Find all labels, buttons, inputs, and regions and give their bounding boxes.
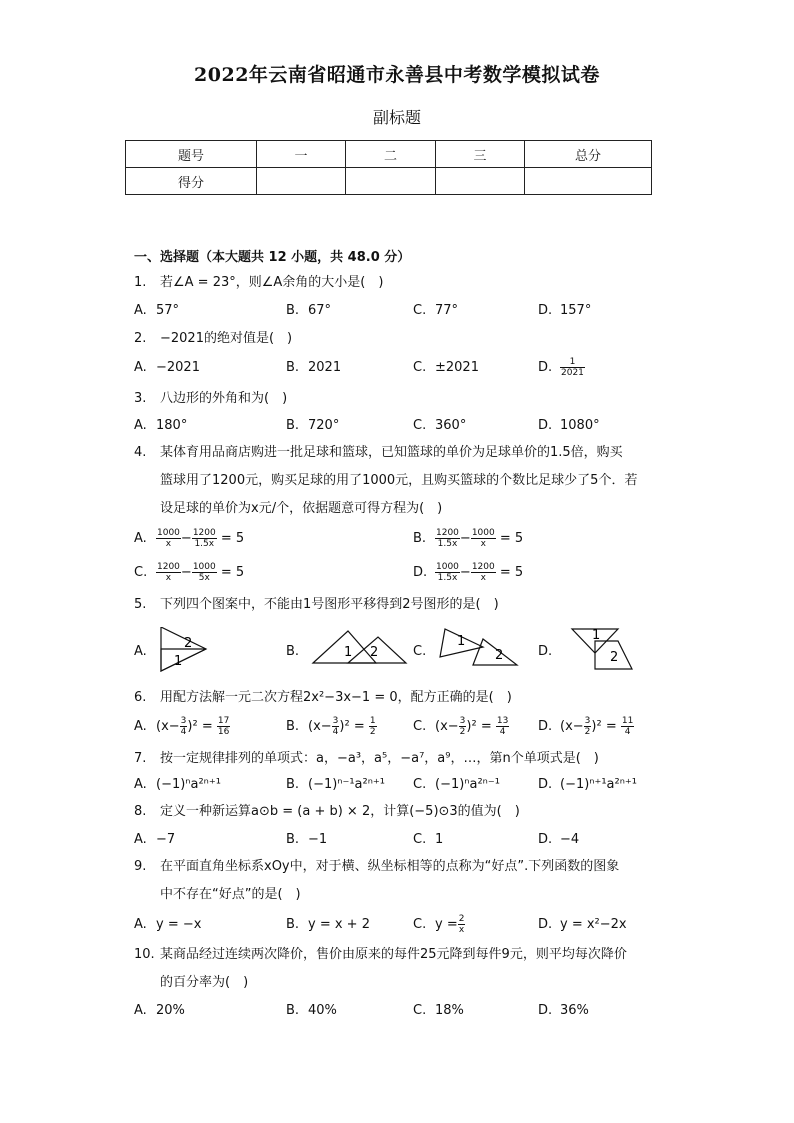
score-header-cell: 总分	[525, 141, 652, 168]
triangle-number: 2	[370, 645, 379, 660]
option-label: A.	[134, 1003, 147, 1018]
section-heading: 一、选择题（本大题共 12 小题，共 48.0 分）	[134, 250, 411, 265]
option-choice[interactable]	[413, 627, 535, 676]
option-label: C.	[413, 917, 427, 932]
fraction	[621, 716, 634, 737]
fraction-denominator: 4	[332, 727, 339, 737]
fraction	[471, 562, 496, 583]
question-number: 1.	[134, 275, 147, 290]
fraction-numerator: 3	[332, 716, 339, 726]
option-choice[interactable]	[286, 627, 408, 676]
question-text-line: 中不存在“好点”的是( )	[160, 887, 301, 902]
option-choice[interactable]	[134, 771, 221, 799]
question-number: 3.	[134, 391, 147, 406]
option-text: 360°	[435, 418, 467, 433]
option-text: 67°	[308, 303, 332, 318]
options-row	[134, 412, 664, 440]
score-input-cell[interactable]	[257, 168, 346, 195]
option-label: A.	[134, 777, 147, 792]
option-text: 20%	[156, 1003, 185, 1018]
option-label: B.	[286, 643, 300, 659]
option-label: D.	[413, 565, 428, 580]
option-text: (−1)ⁿ⁻¹a²ⁿ⁺¹	[308, 777, 385, 792]
option-label: A.	[134, 303, 147, 318]
option-choice[interactable]	[286, 997, 337, 1025]
option-prefix: (x−	[308, 719, 332, 734]
option-choice[interactable]	[134, 713, 230, 741]
fraction-numerator: 3	[180, 716, 187, 726]
option-label: D.	[538, 917, 553, 932]
fraction-numerator: 17	[217, 716, 230, 726]
option-text: 40%	[308, 1003, 337, 1018]
fraction-numerator: 1	[369, 716, 376, 726]
option-choice[interactable]	[413, 354, 479, 382]
fraction	[156, 528, 181, 549]
fraction	[192, 528, 217, 549]
option-label: D.	[538, 303, 553, 318]
option-choice[interactable]	[538, 826, 579, 854]
triangle-figure	[560, 627, 660, 675]
option-label: A.	[134, 719, 147, 734]
option-choice[interactable]	[134, 627, 256, 676]
option-label: A.	[134, 832, 147, 847]
option-suffix: )² =	[466, 719, 496, 734]
option-label: A.	[134, 360, 147, 375]
question-text: 八边形的外角和为( )	[160, 391, 288, 406]
option-text: 157°	[560, 303, 592, 318]
fraction	[435, 562, 460, 583]
question-number: 8.	[134, 804, 147, 819]
option-choice[interactable]	[538, 713, 634, 741]
question-stem	[134, 798, 664, 826]
option-label: B.	[286, 418, 300, 433]
option-choice[interactable]	[134, 559, 244, 587]
question-stem	[134, 745, 664, 773]
minus-sign: −	[459, 531, 471, 546]
fraction-denominator: 1.5x	[194, 539, 215, 549]
option-label: A.	[134, 531, 147, 546]
option-text: (−1)ⁿa²ⁿ⁻¹	[435, 777, 500, 792]
option-label: B.	[413, 531, 427, 546]
minus-sign: −	[180, 565, 192, 580]
option-label: A.	[134, 418, 147, 433]
fraction-denominator: 4	[499, 727, 506, 737]
option-choice[interactable]	[286, 911, 370, 939]
option-prefix: (x−	[156, 719, 180, 734]
triangle-number: 2	[184, 636, 193, 651]
option-text: 18%	[435, 1003, 464, 1018]
option-rhs: = 5	[495, 531, 524, 546]
option-label: B.	[286, 777, 300, 792]
fraction-denominator: 5x	[198, 573, 210, 583]
option-text: −2021	[156, 360, 200, 375]
triangle-number: 1	[174, 654, 183, 669]
question-number: 5.	[134, 597, 147, 612]
minus-sign: −	[180, 531, 192, 546]
question-text-line: 某商品经过连续两次降价，售价由原来的每件25元降到每件9元，则平均每次降价	[160, 947, 627, 962]
option-choice[interactable]	[413, 713, 509, 741]
minus-sign: −	[459, 565, 471, 580]
fraction-denominator: x	[480, 573, 486, 583]
option-choice[interactable]	[134, 412, 187, 440]
option-choice[interactable]	[134, 911, 201, 939]
fraction	[496, 716, 509, 737]
fraction	[471, 528, 496, 549]
option-label: C.	[134, 565, 148, 580]
fraction	[369, 716, 377, 737]
question-text: 用配方法解一元二次方程2x²−3x−1 = 0，配方正确的是( )	[160, 690, 512, 705]
question-stem	[134, 684, 664, 712]
option-text: 2021	[308, 360, 342, 375]
triangle-shape	[161, 649, 206, 671]
option-choice[interactable]	[413, 911, 465, 939]
triangle-number: 2	[495, 648, 504, 663]
options-row	[134, 525, 664, 553]
fraction-denominator: 16	[217, 727, 230, 737]
fraction-numerator: 3	[584, 716, 591, 726]
fraction-numerator: 1200	[436, 528, 459, 538]
option-label: D.	[538, 1003, 553, 1018]
triangle-number: 1	[344, 645, 353, 660]
fraction-denominator: 1.5x	[437, 573, 458, 583]
score-input-cell[interactable]	[525, 168, 652, 195]
option-text: y = x + 2	[308, 917, 370, 932]
question-text: 按一定规律排列的单项式：a，−a³，a⁵，−a⁷，a⁹，…，第n个单项式是( )	[160, 751, 599, 766]
fraction-denominator: 2	[584, 727, 591, 737]
option-choice[interactable]	[538, 627, 660, 676]
option-suffix: )² =	[591, 719, 621, 734]
question-stem	[134, 325, 664, 353]
option-label: C.	[413, 1003, 427, 1018]
option-label: C.	[413, 832, 427, 847]
fraction-denominator: x	[458, 925, 465, 935]
fraction-numerator: 1000	[436, 562, 459, 572]
option-label: D.	[538, 360, 553, 375]
option-label: D.	[538, 643, 553, 659]
question-number: 4.	[134, 445, 147, 460]
option-label: C.	[413, 418, 427, 433]
fraction	[458, 914, 466, 935]
fraction	[435, 528, 460, 549]
options-row	[134, 559, 664, 587]
option-text: (−1)ⁿ⁺¹a²ⁿ⁺¹	[560, 777, 637, 792]
fraction-numerator: 2	[458, 914, 465, 924]
option-label: A.	[134, 643, 147, 659]
options-row	[134, 627, 664, 675]
option-label: C.	[413, 777, 427, 792]
question-text: 定义一种新运算a⊙b = (a + b) × 2，计算(−5)⊙3的值为( )	[160, 804, 520, 819]
question-stem	[134, 853, 664, 902]
option-suffix: )² =	[187, 719, 217, 734]
triangle-number: 1	[592, 628, 601, 643]
option-choice[interactable]	[538, 354, 585, 382]
option-choice[interactable]	[413, 297, 458, 325]
option-choice[interactable]	[413, 771, 500, 799]
question-stem	[134, 591, 664, 619]
option-choice[interactable]	[134, 297, 179, 325]
score-table	[125, 140, 652, 195]
score-table-header-row	[126, 141, 652, 168]
fraction-denominator: 2	[369, 727, 376, 737]
question-text	[160, 439, 664, 523]
question-text: 下列四个图案中，不能由1号图形平移得到2号图形的是( )	[160, 597, 499, 612]
option-text: 180°	[156, 418, 188, 433]
score-header-cell: 三	[436, 141, 525, 168]
option-choice[interactable]	[286, 412, 339, 440]
score-header-cell: 二	[346, 141, 436, 168]
option-label: C.	[413, 360, 427, 375]
option-label: C.	[413, 719, 427, 734]
option-rhs: = 5	[216, 565, 245, 580]
fraction-numerator: 1200	[157, 562, 180, 572]
score-input-cell[interactable]	[436, 168, 525, 195]
option-choice[interactable]	[538, 997, 589, 1025]
question-stem	[134, 439, 664, 516]
question-text	[160, 853, 664, 909]
option-rhs: = 5	[216, 531, 245, 546]
fraction-denominator: 2021	[561, 368, 584, 378]
option-label: C.	[413, 303, 427, 318]
question-number: 6.	[134, 690, 147, 705]
question-number: 10.	[134, 947, 155, 962]
option-text: y = −x	[156, 917, 202, 932]
option-label: C.	[413, 643, 427, 659]
options-row	[134, 826, 664, 854]
option-choice[interactable]	[538, 771, 637, 799]
score-row-label: 得分	[126, 168, 257, 195]
question-number: 2.	[134, 331, 147, 346]
question-stem	[134, 941, 664, 990]
option-label: B.	[286, 360, 300, 375]
fraction-numerator: 1000	[192, 562, 216, 572]
option-choice[interactable]	[134, 826, 175, 854]
option-label: B.	[286, 1003, 300, 1018]
option-choice[interactable]	[286, 354, 341, 382]
option-choice[interactable]	[286, 771, 385, 799]
fraction	[192, 562, 217, 583]
option-choice[interactable]	[134, 997, 185, 1025]
fraction-numerator: 1000	[471, 528, 495, 538]
fraction-denominator: x	[165, 573, 172, 583]
fraction	[560, 357, 585, 378]
option-text: −7	[156, 832, 176, 847]
option-choice[interactable]	[286, 713, 377, 741]
option-label: D.	[538, 777, 553, 792]
option-choice[interactable]	[538, 297, 591, 325]
fraction-numerator: 13	[496, 716, 509, 726]
option-choice[interactable]	[413, 525, 523, 553]
triangle-figure	[156, 627, 256, 675]
options-row	[134, 354, 664, 382]
option-choice[interactable]	[413, 997, 464, 1025]
option-label: B.	[286, 303, 300, 318]
options-row	[134, 297, 664, 325]
exam-title: 2022年云南省昭通市永善县中考数学模拟试卷	[194, 64, 600, 86]
option-text: 77°	[435, 303, 459, 318]
fraction-numerator: 1200	[192, 528, 216, 538]
fraction-denominator: 2	[459, 727, 466, 737]
option-text: 720°	[308, 418, 340, 433]
option-choice[interactable]	[413, 826, 443, 854]
score-table-score-row	[126, 168, 652, 195]
option-choice[interactable]	[286, 826, 327, 854]
option-choice[interactable]	[538, 412, 600, 440]
option-choice[interactable]	[286, 297, 331, 325]
options-row	[134, 911, 664, 939]
question-text-line: 的百分率为( )	[160, 975, 249, 990]
question-text-line: 篮球用了1200元，购买足球的用了1000元，且购买篮球的个数比足球少了5个．若	[160, 473, 638, 488]
fraction-numerator: 1200	[471, 562, 495, 572]
fraction-denominator: 4	[624, 727, 631, 737]
question-number: 9.	[134, 859, 147, 874]
option-text: 57°	[156, 303, 180, 318]
fraction-numerator: 1000	[157, 528, 180, 538]
fraction-denominator: 4	[180, 727, 187, 737]
option-label: B.	[286, 832, 300, 847]
option-prefix: (x−	[560, 719, 584, 734]
question-text-line: 设足球的单价为x元/个，依据题意可得方程为( )	[160, 501, 443, 516]
option-text: −4	[560, 832, 580, 847]
score-header-cell: 一	[257, 141, 346, 168]
option-text: 1080°	[560, 418, 600, 433]
triangle-figure	[308, 627, 408, 675]
option-label: D.	[538, 418, 553, 433]
option-prefix: (x−	[435, 719, 459, 734]
option-rhs: = 5	[495, 565, 524, 580]
fraction-numerator: 1	[560, 357, 585, 368]
option-suffix: )² =	[339, 719, 369, 734]
option-label: B.	[286, 719, 300, 734]
options-row	[134, 997, 664, 1025]
option-label: B.	[286, 917, 300, 932]
fraction-numerator: 11	[621, 716, 634, 726]
option-text: −1	[308, 832, 328, 847]
options-row	[134, 771, 664, 799]
options-row	[134, 713, 664, 741]
fraction	[156, 562, 181, 583]
option-label: A.	[134, 917, 147, 932]
score-header-cell: 题号	[126, 141, 257, 168]
option-choice[interactable]	[413, 559, 523, 587]
option-text: 1	[435, 832, 444, 847]
triangle-figure	[435, 627, 535, 675]
fraction-denominator: x	[480, 539, 486, 549]
option-choice[interactable]	[538, 911, 627, 939]
question-text-line: 在平面直角坐标系xOy中，对于横、纵坐标相等的点称为“好点”.下列函数的图象	[160, 859, 620, 874]
fraction-denominator: x	[165, 539, 172, 549]
triangle-number: 1	[457, 634, 466, 649]
question-stem	[134, 385, 664, 413]
fraction	[217, 716, 230, 737]
option-label: D.	[538, 832, 553, 847]
question-stem	[134, 269, 664, 297]
option-choice[interactable]	[134, 525, 244, 553]
question-text: 若∠A = 23°，则∠A余角的大小是( )	[160, 275, 384, 290]
exam-subtitle: 副标题	[372, 108, 421, 127]
option-text: 36%	[560, 1003, 589, 1018]
question-text-line: 某体育用品商店购进一批足球和篮球，已知篮球的单价为足球单价的1.5倍，购买	[160, 445, 623, 460]
triangle-number: 2	[610, 650, 619, 665]
question-text	[160, 941, 664, 997]
fraction-denominator: 1.5x	[437, 539, 458, 549]
option-text: y = x²−2x	[560, 917, 627, 932]
option-text: (−1)ⁿa²ⁿ⁺¹	[156, 777, 221, 792]
question-text: −2021的绝对值是( )	[160, 331, 293, 346]
option-choice[interactable]	[134, 354, 200, 382]
option-prefix: y =	[435, 917, 458, 932]
fraction-numerator: 3	[459, 716, 466, 726]
score-input-cell[interactable]	[346, 168, 436, 195]
option-choice[interactable]	[413, 412, 466, 440]
option-text: ±2021	[435, 360, 479, 375]
option-label: D.	[538, 719, 553, 734]
question-number: 7.	[134, 751, 147, 766]
